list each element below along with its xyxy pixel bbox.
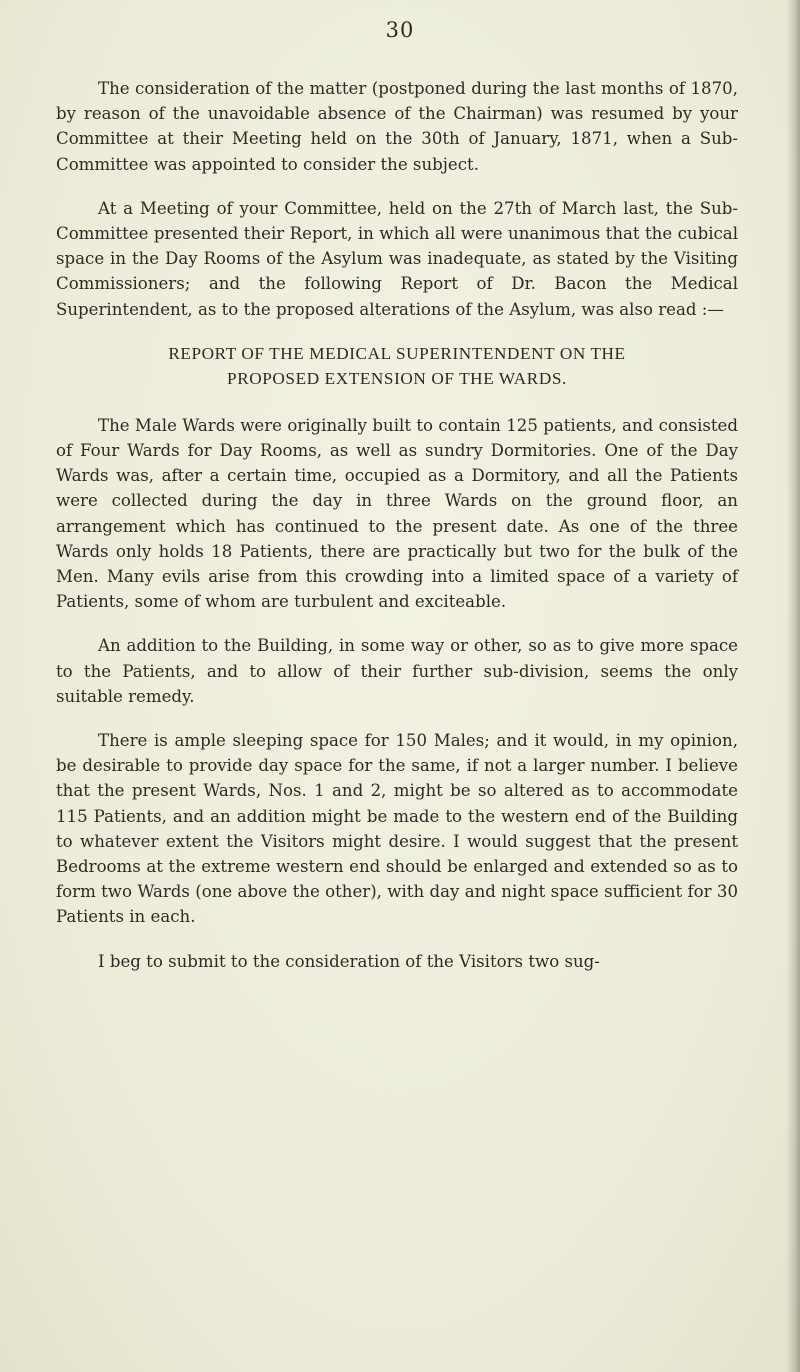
page-number: 30: [385, 18, 415, 42]
paragraph-text: I beg to submit to the consideration of the Visitors two sug-: [98, 951, 600, 971]
page-body: [56, 76, 738, 993]
paragraph-sleeping-space: [56, 728, 738, 930]
report-heading-line-2: PROPOSED EXTENSION OF THE WARDS.: [227, 368, 567, 388]
paragraph-addition: [56, 633, 738, 709]
report-heading-line-1: REPORT OF THE MEDICAL SUPERINTENDENT ON THE: [168, 343, 626, 363]
paragraph-text: The consideration of the matter (postponed during the last months of 1870, by reason of the unavoidable absence of the Chairman) was resumed by your Committee at their Meeting held on the 30th of January, 1871, when a Sub-Committee was appointed to consider the subject.: [56, 79, 738, 174]
paragraph-text: The Male Wards were originally built to contain 125 patients, and consisted of Four Wards for Day Rooms, as well as sundry Dormitories. One of the Day Wards was, after a certain time, occupied as a Dormitory, and all the Patients were collected during the day in three Wards on the ground floor, an arrangement which has continued to the present date. As one of the three Wards only holds 18 Patients, there are practically but two for the bulk of the Men. Many evils arise from this crowding into a limited space of a variety of Patients, some of whom are turbulent and exciteable.: [56, 415, 738, 612]
paragraph-text: There is ample sleeping space for 150 Males; and it would, in my opinion, be desirable to provide day space for the same, if not a larger number. I believe that the present Wards, Nos. 1 and 2, might be so altered as to accommodate 115 Patients, and an addition might be made to the western end of the Building to whatever extent the Visitors might desire. I would suggest that the present Bedrooms at the extreme western end should be enlarged and extended so as to form two Wards (one above the other), with day and night space sufficient for 30 Patients in each.: [56, 731, 738, 927]
paragraph-text: At a Meeting of your Committee, held on the 27th of March last, the Sub-Committee presented their Report, in which all were unanimous that the cubical space in the Day Rooms of the Asylum was inadequate, as stated by the Visiting Commissioners; and the following Report of Dr. Bacon the Medical Superintendent, as to the proposed alterations of the Asylum, was also read :—: [56, 198, 738, 319]
report-heading: [56, 341, 738, 391]
paragraph-submit: [56, 949, 738, 974]
paragraph-male-wards: [56, 413, 738, 615]
paragraph-text: An addition to the Building, in some way or other, so as to give more space to the Patients, and to allow of their further sub-division, seems the only suitable remedy.: [56, 636, 738, 706]
page-edge-shadow: [786, 0, 800, 1372]
paragraph-meeting: [56, 196, 738, 322]
paragraph-consideration: [56, 76, 738, 177]
